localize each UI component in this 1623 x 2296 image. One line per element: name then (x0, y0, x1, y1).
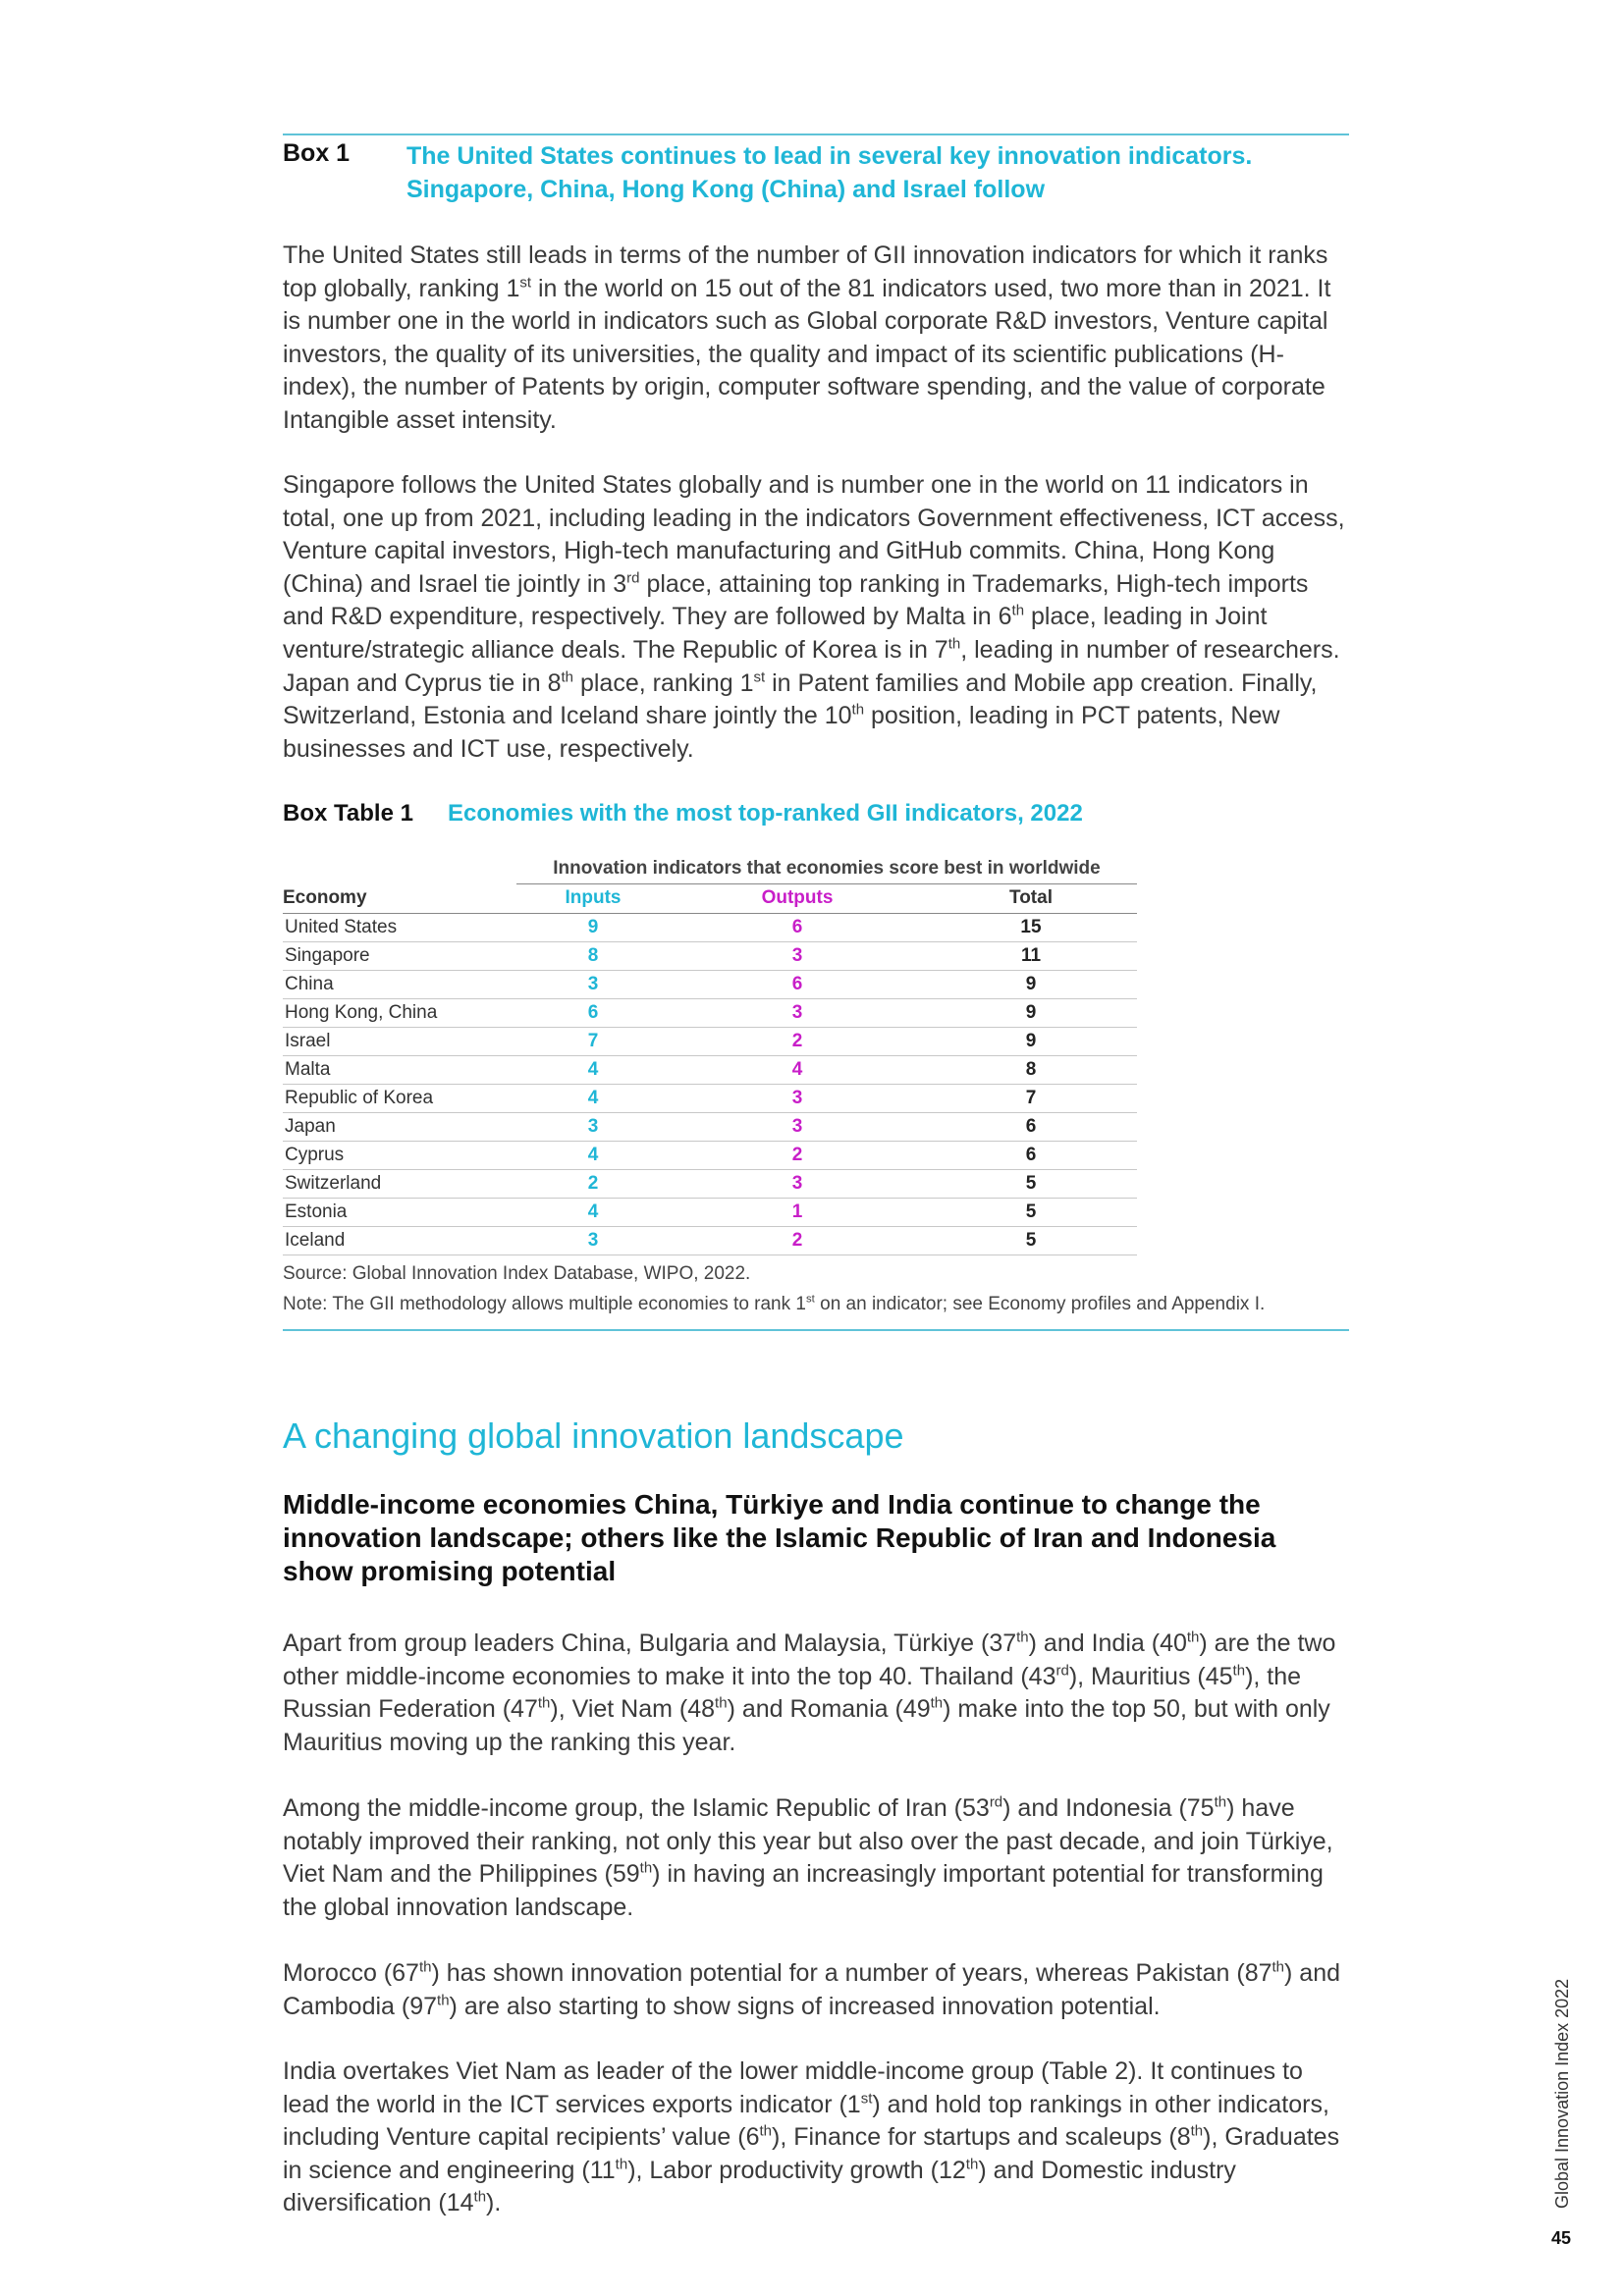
cell-inputs: 2 (587, 1173, 599, 1194)
page-number: 45 (1551, 2228, 1572, 2248)
box-title-line1: The United States continues to lead in several key innovation indicators. (406, 142, 1253, 170)
column-header-outputs: Outputs (761, 887, 834, 908)
table-row (283, 971, 1137, 999)
cell-economy: Singapore (285, 945, 370, 966)
cell-outputs: 3 (791, 1088, 803, 1108)
table-group-header: Innovation indicators that economies score best in worldwide (516, 856, 1137, 884)
cell-total: 7 (1025, 1088, 1037, 1108)
cell-economy: Malta (285, 1059, 331, 1080)
table-row (283, 914, 1137, 942)
cell-total: 11 (1020, 945, 1042, 966)
column-header-economy: Economy (283, 887, 367, 908)
cell-total: 15 (1020, 917, 1042, 937)
box-table-label: Box Table 1 (283, 800, 413, 827)
box-paragraph-1: The United States still leads in terms of the number of GII innovation indicators for which it ranks top globally, ranking 1st in the world on 15 out of the 81 indicators used, two more than in 2021. It is number one in the world in indicators such as Global corporate R&D investors, Venture capital investors, the quality of its universities, the quality and impact of its scientific publications (H-index), the number of Patents by origin, computer software spending, and the value of corporate Intangible asset intensity. (283, 241, 1331, 434)
table-row (283, 1056, 1137, 1085)
cell-outputs: 3 (791, 1116, 803, 1137)
cell-inputs: 4 (587, 1145, 599, 1165)
cell-economy: Cyprus (285, 1145, 345, 1165)
cell-total: 8 (1025, 1059, 1037, 1080)
table-row (283, 999, 1137, 1028)
section-subheading: Middle-income economies China, Türkiye and India continue to change the innovation landscape; others like the Islamic Republic of Iran and Indonesia show promising potential (283, 1489, 1276, 1586)
cell-inputs: 8 (587, 945, 599, 966)
section-paragraph-2: Among the middle-income group, the Islamic Republic of Iran (53rd) and Indonesia (75th) have notably improved their ranking, not only this year but also over the past decade, and join Türkiye, Viet Nam and the Philippines (59th) in having an increasingly important potential for transforming the global innovation landscape. (283, 1793, 1333, 1921)
cell-total: 6 (1025, 1145, 1037, 1165)
cell-outputs: 3 (791, 1173, 803, 1194)
cell-inputs: 3 (587, 974, 599, 994)
section-paragraph-1: Apart from group leaders China, Bulgaria and Malaysia, Türkiye (37th) and India (40th) are the two other middle-income economies to make it into the top 40. Thailand (43rd), Mauritius (45th), the Russian Federation (47th), Viet Nam (48th) and Romania (49th) make into the top 50, but with only Mauritius moving up the ranking this year. (283, 1629, 1336, 1756)
box-title (406, 139, 1310, 206)
cell-outputs: 2 (791, 1230, 803, 1251)
cell-economy: Israel (285, 1031, 331, 1051)
cell-total: 9 (1025, 1031, 1037, 1051)
box-paragraph-2: Singapore follows the United States globally and is number one in the world on 11 indicators in total, one up from 2021, including leading in the indicators Government effectiveness, ICT access, Venture capital investors, High-tech manufacturing and GitHub commits. China, Hong Kong (China) and Israel tie jointly in 3rd place, attaining top ranking in Trademarks, High-tech imports and R&D expenditure, respectively. They are followed by Malta in 6th place, leading in Joint venture/strategic alliance deals. The Republic of Korea is in 7th, leading in number of researchers. Japan and Cyprus tie in 8th place, ranking 1st in Patent families and Mobile app creation. Finally, Switzerland, Estonia and Iceland share jointly the 10th position, leading in PCT patents, New businesses and ICT use, respectively. (283, 471, 1345, 763)
box-top-rule (283, 133, 1349, 135)
box-bottom-rule (283, 1329, 1349, 1331)
section-paragraph-4: India overtakes Viet Nam as leader of the lower middle-income group (Table 2). It continues to lead the world in the ICT services exports indicator (1st) and hold top rankings in other indicators, including Venture capital recipients’ value (6th), Finance for startups and scaleups (8th), Graduates in science and engineering (11th), Labor productivity growth (12th) and Domestic industry diversification (14th). (283, 2057, 1340, 2217)
cell-economy: Switzerland (285, 1173, 382, 1194)
table-row (283, 1028, 1137, 1056)
cell-outputs: 4 (791, 1059, 803, 1080)
cell-economy: Hong Kong, China (285, 1002, 438, 1023)
cell-total: 9 (1025, 974, 1037, 994)
cell-inputs: 4 (587, 1059, 599, 1080)
cell-economy: Estonia (285, 1201, 348, 1222)
cell-economy: Iceland (285, 1230, 346, 1251)
table-source: Source: Global Innovation Index Database, WIPO, 2022. (283, 1263, 751, 1284)
table-row (283, 1113, 1137, 1142)
cell-inputs: 4 (587, 1201, 599, 1222)
table-row (283, 942, 1137, 971)
cell-inputs: 6 (587, 1002, 599, 1023)
section-title: A changing global innovation landscape (283, 1415, 904, 1456)
table-row (283, 1085, 1137, 1113)
box-label: Box 1 (283, 139, 351, 167)
table-note: Note: The GII methodology allows multiple economies to rank 1st on an indicator; see Economy profiles and Appendix I. (283, 1293, 1266, 1314)
cell-total: 9 (1025, 1002, 1037, 1023)
cell-inputs: 7 (587, 1031, 599, 1051)
cell-economy: United States (285, 917, 398, 937)
column-header-inputs: Inputs (565, 887, 622, 908)
table-body (283, 914, 1137, 1255)
running-title-text: Global Innovation Index 2022 (1552, 1978, 1572, 2209)
column-header-total: Total (1009, 887, 1053, 908)
table-row (283, 1142, 1137, 1170)
cell-total: 5 (1025, 1201, 1037, 1222)
table-row (283, 1199, 1137, 1227)
cell-inputs: 4 (587, 1088, 599, 1108)
cell-total: 6 (1025, 1116, 1037, 1137)
cell-economy: China (285, 974, 334, 994)
cell-outputs: 3 (791, 945, 803, 966)
cell-inputs: 9 (587, 917, 599, 937)
box-title-line2: Singapore, China, Hong Kong (China) and Israel follow (406, 176, 1046, 203)
cell-outputs: 6 (791, 974, 803, 994)
table-row (283, 1227, 1137, 1255)
cell-total: 5 (1025, 1173, 1037, 1194)
cell-outputs: 2 (791, 1145, 803, 1165)
cell-outputs: 3 (791, 1002, 803, 1023)
section-paragraph-3: Morocco (67th) has shown innovation potential for a number of years, whereas Pakistan (87th) and Cambodia (97th) are also starting to show signs of increased innovation potential. (283, 1958, 1340, 2020)
cell-inputs: 3 (587, 1116, 599, 1137)
box-table-title: Economies with the most top-ranked GII indicators, 2022 (448, 800, 1083, 827)
cell-total: 5 (1025, 1230, 1037, 1251)
running-title (1547, 1963, 1577, 2209)
cell-economy: Japan (285, 1116, 336, 1137)
cell-outputs: 2 (791, 1031, 803, 1051)
cell-outputs: 1 (791, 1201, 803, 1222)
table-row (283, 1170, 1137, 1199)
cell-inputs: 3 (587, 1230, 599, 1251)
cell-economy: Republic of Korea (285, 1088, 434, 1108)
cell-outputs: 6 (791, 917, 803, 937)
